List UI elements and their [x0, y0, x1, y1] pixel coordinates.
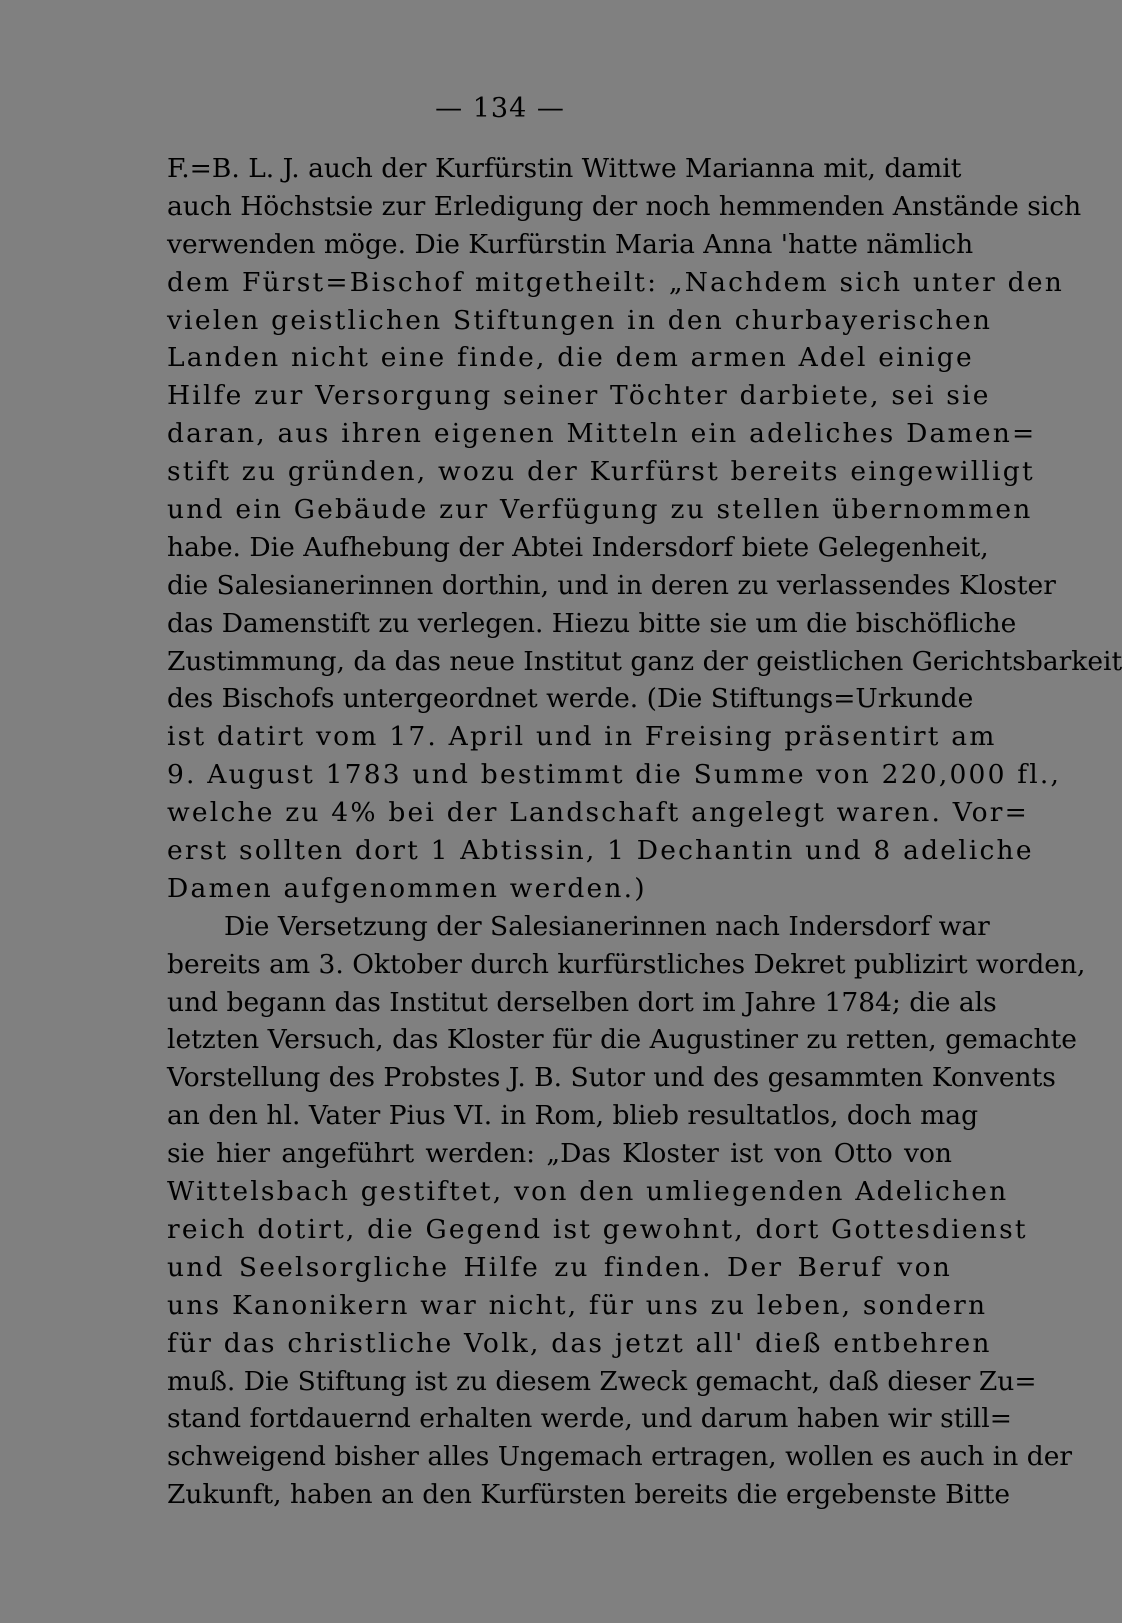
text-line: das Damenstift zu verlegen. Hiezu bitte sie um die bischöfliche	[167, 607, 1017, 639]
text-line: Hilfe zur Versorgung seiner Töchter darbiete, sei sie	[167, 380, 991, 412]
text-line: auch Höchstsie zur Erledigung der noch hemmenden Anstände sich	[167, 190, 1082, 222]
text-line: erst sollten dort 1 Abtissin, 1 Dechantin und 8 adeliche	[167, 835, 1034, 867]
text-line: dem Fürst=Bischof mitgetheilt: „Nachdem sich unter den	[167, 266, 1064, 298]
text-line: F.=B. L. J. auch der Kurfürstin Wittwe Marianna mit, damit	[167, 153, 962, 184]
text-line: daran, aus ihren eigenen Mitteln ein adeliches Damen=	[167, 418, 1037, 450]
text-line: ist datirt vom 17. April und in Freising präsentirt am	[167, 721, 997, 753]
text-line: vielen geistlichen Stiftungen in den churbayerischen	[167, 304, 993, 336]
text-line: Zukunft, haben an den Kurfürsten bereits die ergebenste Bitte	[167, 1479, 1011, 1511]
text-line: Wittelsbach gestiftet, von den umliegenden Adelichen	[167, 1176, 1009, 1208]
text-line: sie hier angeführt werden: „Das Kloster ist von Otto von	[167, 1138, 952, 1170]
text-line: muß. Die Stiftung ist zu diesem Zweck gemacht, daß dieser Zu=	[167, 1365, 1037, 1397]
text-line: verwenden möge. Die Kurfürstin Maria Anna 'hatte nämlich	[167, 228, 974, 260]
text-line: Die Versetzung der Salesianerinnen nach Indersdorf war	[224, 910, 990, 942]
text-line: stift zu gründen, wozu der Kurfürst bereits eingewilligt	[167, 456, 1035, 488]
text-line: an den hl. Vater Pius VI. in Rom, blieb resultatlos, doch mag	[167, 1100, 979, 1132]
text-line: schweigend bisher alles Ungemach ertragen, wollen es auch in der	[167, 1441, 1073, 1473]
text-line: reich dotirt, die Gegend ist gewohnt, dort Gottesdienst	[167, 1213, 1028, 1245]
text-line: stand fortdauernd erhalten werde, und darum haben wir still=	[167, 1403, 1012, 1435]
text-line: und begann das Institut derselben dort im Jahre 1784; die als	[167, 986, 997, 1018]
text-line: 9. August 1783 und bestimmt die Summe von 220,000 fl.,	[167, 759, 1062, 791]
body-text	[167, 150, 1122, 1514]
text-line: welche zu 4% bei der Landschaft angelegt waren. Vor=	[167, 797, 1030, 829]
text-line: bereits am 3. Oktober durch kurfürstliches Dekret publizirt worden,	[167, 948, 1086, 980]
page-number: — 134 —	[435, 93, 565, 124]
text-line: Landen nicht eine finde, die dem armen Adel einige	[167, 342, 974, 374]
text-line: letzten Versuch, das Kloster für die Augustiner zu retten, gemachte	[167, 1024, 1077, 1056]
text-line: und ein Gebäude zur Verfügung zu stellen übernommen	[167, 494, 1033, 526]
text-line: Zustimmung, da das neue Institut ganz der geistlichen Gerichtsbarkeit	[167, 645, 1122, 677]
text-line: Damen aufgenommen werden.)	[167, 872, 647, 904]
text-line: des Bischofs untergeordnet werde. (Die Stiftungs=Urkunde	[167, 683, 974, 715]
text-line: uns Kanonikern war nicht, für uns zu leben, sondern	[167, 1289, 988, 1321]
text-line: die Salesianerinnen dorthin, und in deren zu verlassendes Kloster	[167, 569, 1056, 601]
text-line: für das christliche Volk, das jetzt all' dieß entbehren	[167, 1327, 992, 1359]
text-line: Vorstellung des Probstes J. B. Sutor und des gesammten Konvents	[167, 1062, 1056, 1094]
text-line: habe. Die Aufhebung der Abtei Indersdorf biete Gelegenheit,	[167, 531, 989, 563]
text-line: und Seelsorgliche Hilfe zu finden. Der Beruf von	[167, 1251, 952, 1283]
